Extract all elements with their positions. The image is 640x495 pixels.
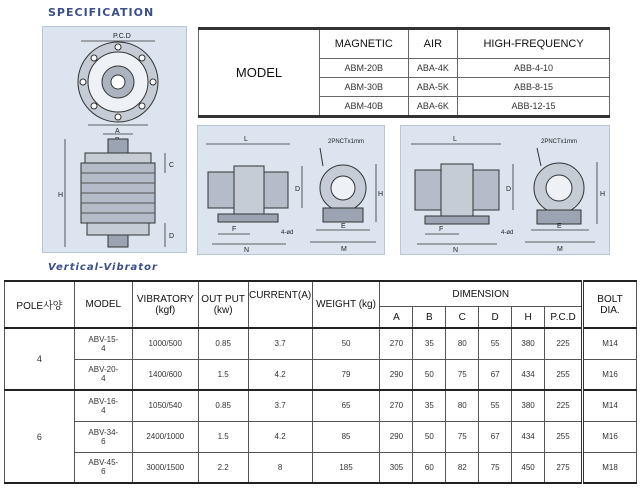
vibrator-table [4,280,637,484]
table-row [5,390,637,421]
header-bolt: BOLT DIA. [583,281,637,328]
vibratory-cell: 1050/540 [132,390,198,421]
dim-pcd-cell: 255 [545,359,583,390]
dim-d-cell: 55 [479,328,512,359]
side-view-drawing-1 [197,125,385,255]
model-cell: ABV-15- 4 [74,328,132,359]
vertical-vibrator-title: Vertical-Vibrator [48,262,158,273]
side1-n-label: N [244,247,250,254]
side1-d-label: D [295,186,301,193]
dim-d-cell: 67 [479,359,512,390]
model-cell: ABV-45- 6 [74,452,132,483]
dim-col-d: D [479,307,512,329]
dim-c-cell: 75 [446,421,479,452]
dim-pcd-cell: 225 [545,390,583,421]
model-cell: ABV-34- 6 [74,421,132,452]
header-weight: WEIGHT (kg) [312,281,380,328]
dim-a-cell: 270 [380,328,413,359]
vibrator-header-row [5,281,637,307]
current-cell: 4.2 [248,359,312,390]
dim-col-c: C [446,307,479,329]
side1-hole-label: 4-ød [281,230,294,236]
front-view-drawing [42,26,187,253]
model-cell: ABA-5K [408,78,458,97]
dim-a-label: A [115,128,120,135]
header-current: CURRENT(A) [248,281,312,328]
bolt-cell: M16 [583,421,637,452]
dim-a-cell: 270 [380,390,413,421]
dim-h-cell: 434 [512,359,545,390]
model-cell: ABB-8-15 [458,78,610,97]
bolt-cell: M14 [583,390,637,421]
current-cell: 3.7 [248,328,312,359]
header-pole: POLE사양 [5,281,75,328]
vibratory-cell: 3000/1500 [132,452,198,483]
side-view-drawing-2 [400,125,610,255]
side-view-2-svg [401,126,609,254]
weight-cell: 50 [312,328,380,359]
side2-cable-label: 2PNCTx1mm [541,139,578,145]
dim-d-cell: 67 [479,421,512,452]
dim-pcd-cell: 275 [545,452,583,483]
model-cell: ABB-4-10 [458,59,610,78]
dim-c-cell: 80 [446,328,479,359]
side1-cable-label: 2PNCTx1mm [328,139,365,145]
side1-l-label: L [244,136,248,143]
specification-title: SPECIFICATION [48,6,155,19]
dim-col-h: H [512,307,545,329]
header-output: OUT PUT (kw) [198,281,248,328]
dim-b-cell: 50 [413,359,446,390]
dim-b-cell: 60 [413,452,446,483]
dim-col-b: B [413,307,446,329]
side2-h-label: H [600,191,606,198]
side-view-1-svg [198,126,384,254]
dim-c-cell: 82 [446,452,479,483]
dim-a-cell: 290 [380,421,413,452]
vibrator-front-svg [43,27,186,252]
output-cell: 0.85 [198,390,248,421]
current-cell: 3.7 [248,390,312,421]
pcd-label: P.C.D [113,33,131,40]
dim-a-cell: 290 [380,359,413,390]
table-row [5,421,637,452]
model-label: MODEL [199,29,320,117]
table-row [5,452,637,483]
model-table [198,27,610,118]
side1-f-label: F [232,226,237,233]
side1-e-label: E [341,223,346,230]
current-cell: 8 [248,452,312,483]
bolt-cell: M18 [583,452,637,483]
dim-c-cell: 80 [446,390,479,421]
model-cell: ABV-20- 4 [74,359,132,390]
side2-d-label: D [506,186,512,193]
dim-d-label: D [169,233,175,240]
dim-h-cell: 434 [512,421,545,452]
table-row [5,328,637,359]
weight-cell: 79 [312,359,380,390]
side2-l-label: L [453,136,457,143]
weight-cell: 85 [312,421,380,452]
header-model: MODEL [74,281,132,328]
table-row [5,359,637,390]
dim-c-label: C [169,162,175,169]
side2-e-label: E [557,223,562,230]
dim-pcd-cell: 255 [545,421,583,452]
bolt-cell: M16 [583,359,637,390]
side1-m-label: M [341,246,347,253]
col-magnetic: MAGNETIC [320,29,409,59]
dim-b-cell: 35 [413,390,446,421]
output-cell: 1.5 [198,359,248,390]
model-table-header-row [199,29,610,59]
dim-d-cell: 55 [479,390,512,421]
side1-h-label: H [378,191,384,198]
bolt-cell: M14 [583,328,637,359]
model-cell: ABM-30B [320,78,409,97]
dim-d-cell: 75 [479,452,512,483]
side2-m-label: M [557,246,563,253]
model-cell: ABV-16- 4 [74,390,132,421]
model-cell: ABB-12-15 [458,97,610,117]
output-cell: 0.85 [198,328,248,359]
weight-cell: 185 [312,452,380,483]
vibratory-cell: 1400/600 [132,359,198,390]
dim-pcd-cell: 225 [545,328,583,359]
dim-col-pcd: P.C.D [545,307,583,329]
header-dimension: DIMENSION [380,281,583,307]
dim-h-cell: 450 [512,452,545,483]
col-air: AIR [408,29,458,59]
side2-n-label: N [453,247,459,254]
model-cell: ABA-6K [408,97,458,117]
weight-cell: 65 [312,390,380,421]
model-cell: ABM-20B [320,59,409,78]
output-cell: 1.5 [198,421,248,452]
header-vibratory: VIBRATORY (kgf) [132,281,198,328]
current-cell: 4.2 [248,421,312,452]
pole-cell: 4 [5,328,75,390]
dim-b-cell: 50 [413,421,446,452]
output-cell: 2.2 [198,452,248,483]
vibratory-cell: 1000/500 [132,328,198,359]
dim-h-cell: 380 [512,328,545,359]
dim-c-cell: 75 [446,359,479,390]
dim-col-a: A [380,307,413,329]
vibratory-cell: 2400/1000 [132,421,198,452]
model-cell: ABA-4K [408,59,458,78]
col-high-frequency: HIGH-FREQUENCY [458,29,610,59]
dim-b-cell: 35 [413,328,446,359]
model-cell: ABM-40B [320,97,409,117]
dim-a-cell: 305 [380,452,413,483]
pole-cell: 6 [5,390,75,483]
dim-h-cell: 380 [512,390,545,421]
dim-h-label: H [58,192,64,199]
side2-hole-label: 4-ød [501,230,514,236]
side2-f-label: F [439,226,444,233]
